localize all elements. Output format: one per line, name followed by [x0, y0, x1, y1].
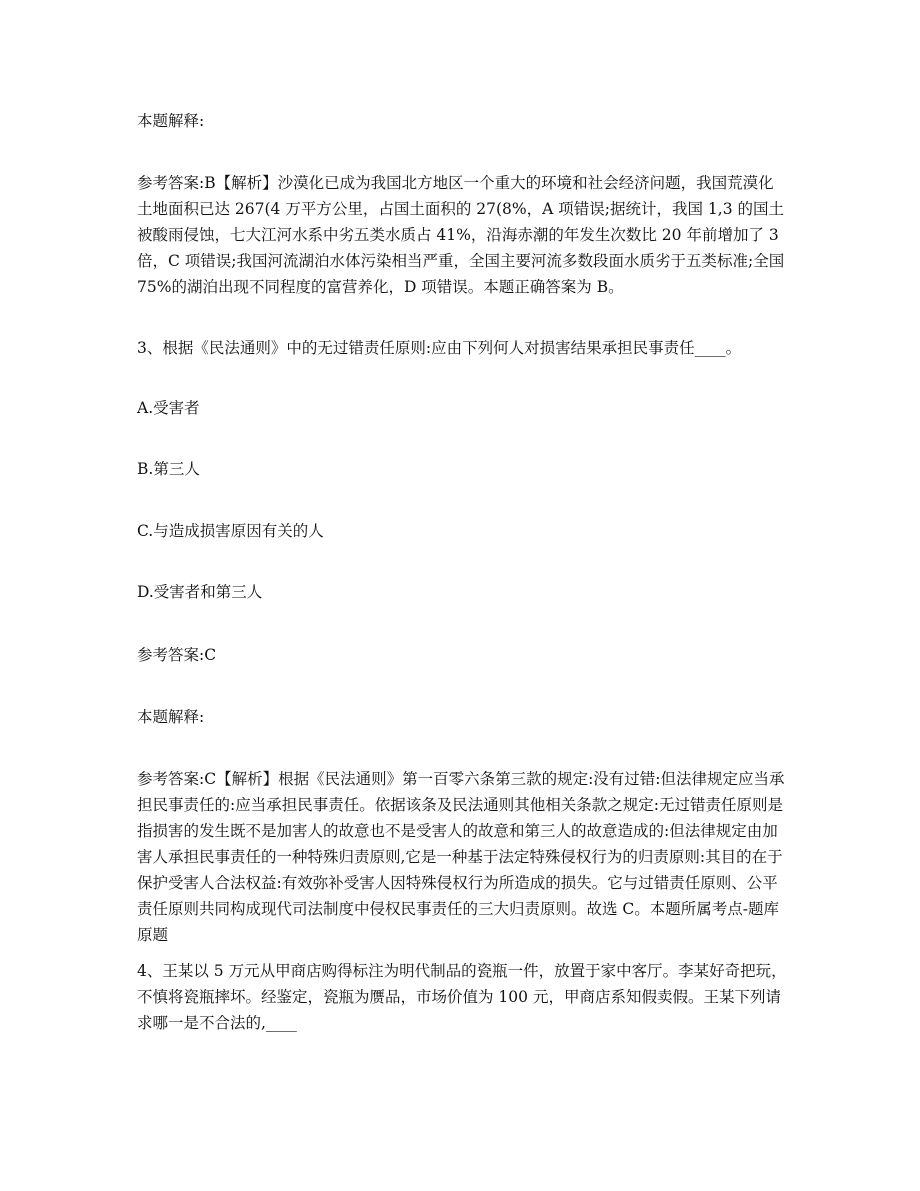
q3-answer-explanation: 参考答案:C【解析】根据《民法通则》第一百零六条第三款的规定:没有过错:但法律规定应当承担民事责任的:应当承担民事责任。依据该条及民法通则其他相关条款之规定:无过错责任原则是指损害的发生既不是加害人的故意也不是受害人的故意和第三人的故意造成的:但法律规定由加害人承担民事责任的一种特殊归责原则,它是一种基于法定特殊侵权行为的归责原则:其目的在于保护受害人合法权益:有效弥补受害人因特殊侵权行为所造成的损失。它与过错责任原则、公平责任原则共同构成现代司法制度中侵权民事责任的三大归责原则。故选 C。本题所属考点-题库原题 — [137, 770, 785, 944]
q2-answer-explanation: 参考答案:B【解析】沙漠化已成为我国北方地区一个重大的环境和社会经济问题，我国荒漠化土地面积已达 267(4 万平方公里，占国土面积的 27(8%，A 项错误;据统计，我国 1,3 的国土被酸雨侵蚀，七大江河水系中劣五类水质占 41%，沿海赤潮的年发生次数比 20 年前增加了 3 倍，C 项错误;我国河流湖泊水体污染相当严重，全国主要河流多数段面水质劣于五类标准;全国 75%的湖泊出现不同程度的富营养化，D 项错误。本题正确答案为 B。 — [137, 174, 785, 296]
q2-explanation-label: 本题解释: — [137, 112, 205, 130]
q4-question: 4、王某以 5 万元从甲商店购得标注为明代制品的瓷瓶一件，放置于家中客厅。李某好奇把玩，不慎将瓷瓶摔坏。经鉴定，瓷瓶为赝品，市场价值为 100 元，甲商店系知假卖假。王某下列请求哪一是不合法的,____ — [137, 962, 787, 1032]
q3-option-c: C.与造成损害原因有关的人 — [137, 522, 324, 540]
q3-option-d: D.受害者和第三人 — [137, 583, 263, 601]
q3-option-b: B.第三人 — [137, 460, 200, 478]
q3-explanation-label: 本题解释: — [137, 708, 205, 726]
q3-question: 3、根据《民法通则》中的无过错责任原则:应由下列何人对损害结果承担民事责任____。 — [137, 339, 742, 357]
q3-option-a: A.受害者 — [137, 399, 200, 417]
q3-answer: 参考答案:C — [137, 646, 217, 664]
